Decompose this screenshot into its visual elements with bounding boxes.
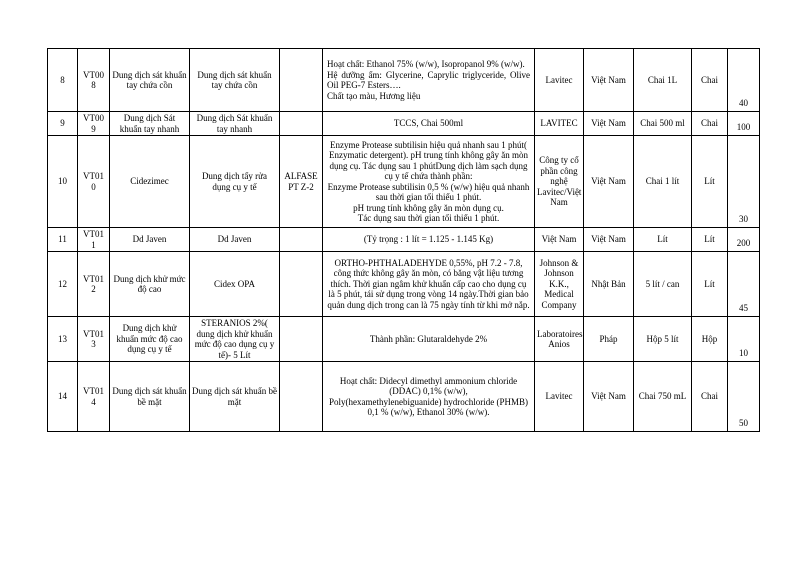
specification-line: (Tỷ trọng : 1 lít = 1.125 - 1.145 Kg) (363, 234, 494, 245)
specification-cell (323, 252, 535, 317)
unit-cell: Lít (692, 136, 728, 228)
unit-cell: Chai (692, 362, 728, 432)
specification-line: TCCS, Chai 500ml (393, 118, 464, 129)
item-code-cell: VT01 2 (78, 252, 110, 317)
item-group-cell: Dung dịch sát khuẩn tay chứa cồn (110, 49, 190, 112)
row-number-cell: 11 (48, 228, 78, 252)
quantity-cell: 30 (728, 136, 760, 228)
item-group-cell: Dung dịch khử khuẩn mức độ cao dụng cụ y tế (110, 317, 190, 362)
row-number-cell: 13 (48, 317, 78, 362)
item-group-cell: Dung dịch sát khuẩn bề mặt (110, 362, 190, 432)
packaging-cell: 5 lít / can (634, 252, 692, 317)
specification-line: Hệ dưỡng ẩm: Glycerine, Caprylic triglyceride, Olive Oil PEG-7 Esters…. (327, 69, 530, 90)
quantity-cell: 40 (728, 49, 760, 112)
unit-cell: Chai (692, 112, 728, 136)
specification-line: Tác dụng sau thời gian tối thiểu 1 phút. (357, 213, 500, 223)
item-code-cell: VT01 1 (78, 228, 110, 252)
specification-line: Enzyme Protease subtilisin 0,5 % (w/w) hiệu quả nhanh sau thời gian tối thiểu 1 phút. (327, 181, 530, 202)
specification-line: Enzyme Protease subtilisin hiệu quả nhanh sau 1 phút( Enzymatic detergent). pH trung tính không gây ăn mòn dụng cụ. Tác dụng sau 1 phútDung dịch làm sạch dụng cụ y tế chứa thành phần: (328, 139, 529, 181)
specification-cell (323, 317, 535, 362)
item-group-cell: Cidezimec (110, 136, 190, 228)
row-number-cell: 12 (48, 252, 78, 317)
packaging-cell: Hộp 5 lít (634, 317, 692, 362)
specification-line: Hoạt chất: Didecyl dimethyl ammonium chloride (DDAC) 0,1% (w/w), (339, 375, 518, 396)
specification-cell (323, 362, 535, 432)
model-cell (280, 112, 323, 136)
manufacturer-cell: Việt Nam (535, 228, 584, 252)
item-code-cell: VT01 0 (78, 136, 110, 228)
table-row (48, 228, 760, 252)
origin-cell: Việt Nam (584, 49, 634, 112)
quantity-cell: 50 (728, 362, 760, 432)
item-name-cell: Cidex OPA (190, 252, 280, 317)
quantity-cell: 45 (728, 252, 760, 317)
specification-cell (323, 112, 535, 136)
unit-cell: Lít (692, 252, 728, 317)
quantity-cell: 10 (728, 317, 760, 362)
item-name-cell: Dd Javen (190, 228, 280, 252)
item-name-cell: STERANIOS 2%( dung dịch khử khuẩn mức độ cao dụng cụ y tế)- 5 Lít (190, 317, 280, 362)
manufacturer-cell: Công ty cổ phần công nghệ Lavitec/Việt Nam (535, 136, 584, 228)
manufacturer-cell: Lavitec (535, 49, 584, 112)
item-name-cell: Dung dịch sát khuẩn bề mặt (190, 362, 280, 432)
model-cell (280, 228, 323, 252)
item-code-cell: VT00 8 (78, 49, 110, 112)
model-cell (280, 317, 323, 362)
model-cell (280, 362, 323, 432)
unit-cell: Hộp (692, 317, 728, 362)
model-cell: ALFASE PT Z-2 (280, 136, 323, 228)
table-body (48, 49, 760, 432)
table-row (48, 49, 760, 112)
origin-cell: Việt Nam (584, 228, 634, 252)
specification-line: pH trung tính không gây ăn mòn dụng cụ. (353, 202, 504, 213)
unit-cell: Chai (692, 49, 728, 112)
item-group-cell: Dung dịch Sát khuẩn tay nhanh (110, 112, 190, 136)
specification-cell (323, 136, 535, 228)
manufacturer-cell: LAVITEC (535, 112, 584, 136)
origin-cell: Việt Nam (584, 362, 634, 432)
manufacturer-cell: Lavitec (535, 362, 584, 432)
item-name-cell: Dung dịch sát khuẩn tay chứa cồn (190, 49, 280, 112)
packaging-cell: Chai 750 mL (634, 362, 692, 432)
specification-cell (323, 228, 535, 252)
table-row (48, 112, 760, 136)
item-name-cell: Dung dịch tẩy rửa dụng cụ y tế (190, 136, 280, 228)
model-cell (280, 49, 323, 112)
supplies-table (47, 48, 760, 432)
packaging-cell: Lít (634, 228, 692, 252)
specification-line: Poly(hexamethylenebiguanide) hydrochloride (PHMB) 0,1 % (w/w), Ethanol 30% (w/w). (329, 396, 528, 417)
item-group-cell: Dd Javen (110, 228, 190, 252)
specification-cell (323, 49, 535, 112)
row-number-cell: 9 (48, 112, 78, 136)
table-row (48, 136, 760, 228)
origin-cell: Nhật Bản (584, 252, 634, 317)
packaging-cell: Chai 1L (634, 49, 692, 112)
specification-line: Hoạt chất: Ethanol 75% (w/w), Isopropanol 9% (w/w). (327, 59, 525, 69)
row-number-cell: 10 (48, 136, 78, 228)
origin-cell: Việt Nam (584, 136, 634, 228)
row-number-cell: 8 (48, 49, 78, 112)
specification-line: Thành phần: Glutaraldehyde 2% (369, 333, 488, 344)
item-name-cell: Dung dịch Sát khuẩn tay nhanh (190, 112, 280, 136)
specification-line: Chất tạo màu, Hương liệu (327, 90, 421, 101)
item-code-cell: VT01 3 (78, 317, 110, 362)
origin-cell: Việt Nam (584, 112, 634, 136)
table-row (48, 317, 760, 362)
row-number-cell: 14 (48, 362, 78, 432)
specification-line: ORTHO-PHTHALADEHYDE 0,55%, pH 7.2 - 7.8, công thức không gây ăn mòn, có băng vật liệu tương thích. Thời gian ngâm khử khuẩn cấp cao cho dụng cụ là 5 phút, tái sử dụng trong vòng 14 ngày.Thời gian bảo quản dung dịch trong can là 75 ngày tính từ khi mở nắp. (327, 257, 530, 310)
item-code-cell: VT01 4 (78, 362, 110, 432)
item-code-cell: VT00 9 (78, 112, 110, 136)
packaging-cell: Chai 1 lít (634, 136, 692, 228)
model-cell (280, 252, 323, 317)
item-group-cell: Dung dịch khử mức độ cao (110, 252, 190, 317)
quantity-cell: 200 (728, 228, 760, 252)
quantity-cell: 100 (728, 112, 760, 136)
packaging-cell: Chai 500 ml (634, 112, 692, 136)
table-row (48, 362, 760, 432)
unit-cell: Lít (692, 228, 728, 252)
manufacturer-cell: Laboratoires Anios (535, 317, 584, 362)
manufacturer-cell: Johnson & Johnson K.K., Medical Company (535, 252, 584, 317)
table-row (48, 252, 760, 317)
origin-cell: Pháp (584, 317, 634, 362)
